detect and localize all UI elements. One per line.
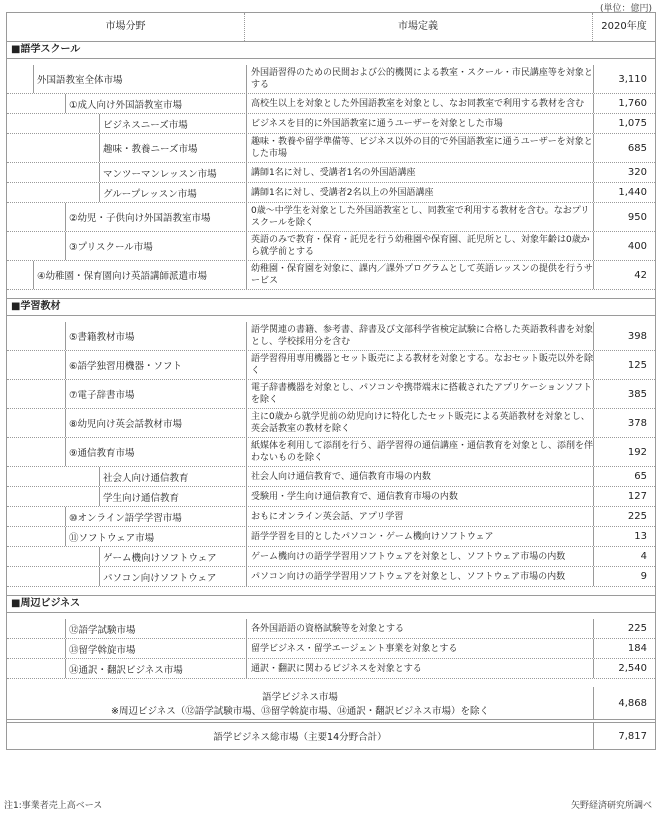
table-row <box>7 261 655 290</box>
market-value: 2,540 <box>618 663 647 674</box>
market-name: ⑤書籍教材市場 <box>69 332 135 343</box>
market-name: グループレッスン市場 <box>103 188 197 200</box>
table-row <box>7 409 655 438</box>
table-row <box>7 467 655 487</box>
market-definition: 外国語習得のための民間および公的機関による教室・スクール・市民講座等を対象とする <box>246 65 593 93</box>
market-value: 3,110 <box>618 73 647 85</box>
market-value: 378 <box>627 417 647 429</box>
market-definition: おもにオンライン英会話、アプリ学習 <box>246 507 593 526</box>
market-value: 950 <box>627 211 647 223</box>
table-row <box>7 619 655 639</box>
market-definition: 紙媒体を利用して添削を行う、語学習得の通信講座・通信教育を対象とし、添削を伴わないものを除く <box>246 438 593 466</box>
market-value: 685 <box>627 142 647 154</box>
table-row <box>7 114 655 134</box>
market-name: ⑦電子辞書市場 <box>69 390 135 401</box>
table-row <box>7 567 655 587</box>
header-market-field: 市場分野 <box>7 13 245 41</box>
unit-note: (単位：億円) <box>599 4 652 14</box>
market-value: 4 <box>640 551 647 562</box>
market-name: ①成人向け外国語教室市場 <box>69 99 183 111</box>
market-value: 42 <box>634 269 647 281</box>
footer-source: 矢野経済研究所調べ <box>570 801 652 811</box>
market-value: 9 <box>640 571 647 582</box>
market-value: 385 <box>627 388 647 400</box>
table-row <box>7 232 655 261</box>
market-name: ⑬留学斡旋市場 <box>69 644 136 656</box>
market-name: ⑫語学試験市場 <box>69 624 136 636</box>
market-value: 398 <box>627 330 647 342</box>
table-row <box>7 351 655 380</box>
table-row <box>7 438 655 467</box>
market-table <box>6 12 656 750</box>
market-name: ⑥語学独習用機器・ソフト <box>69 361 183 372</box>
subtotal-row <box>7 687 655 720</box>
market-name: ②幼児・子供向け外国語教室市場 <box>69 213 211 224</box>
market-definition: 講師1名に対し、受講者1名の外国語講座 <box>246 163 593 182</box>
table-row <box>7 639 655 659</box>
market-name: ⑭通訳・翻訳ビジネス市場 <box>69 664 183 676</box>
table-row <box>7 322 655 351</box>
table-row <box>7 380 655 409</box>
table-row <box>7 487 655 507</box>
market-name: 外国語教室全体市場 <box>37 75 123 86</box>
table-row <box>7 65 655 94</box>
header-market-definition: 市場定義 <box>244 13 593 41</box>
market-name: 趣味・教養ニーズ市場 <box>103 144 198 155</box>
market-definition: 語学関連の書籍、参考書、辞書及び文部科学省検定試験に合格した英語教科書を対象とし、学校採用分を含む <box>246 322 593 350</box>
header-fiscal-year: 2020年度 <box>601 21 647 32</box>
table-row <box>7 507 655 527</box>
market-value: 13 <box>634 531 647 542</box>
subtotal-value: 4,868 <box>618 697 647 709</box>
table-row <box>7 134 655 163</box>
market-definition: ゲーム機向けの語学学習用ソフトウェアを対象とし、ソフトウェア市場の内数 <box>246 547 593 566</box>
market-definition: 各外国語語の資格試験等を対象とする <box>246 619 593 638</box>
table-row <box>7 163 655 183</box>
section-heading: ■学習教材 <box>7 298 655 316</box>
grand-total-value: 7,817 <box>618 730 647 742</box>
grand-total-label: 語学ビジネス総市場（主要14分野合計） <box>213 732 387 743</box>
market-name: 社会人向け通信教育 <box>103 472 189 484</box>
market-value: 1,760 <box>618 98 647 109</box>
section-heading: ■語学スクール <box>7 42 655 59</box>
market-value: 1,075 <box>618 118 647 129</box>
market-name: マンツーマンレッスン市場 <box>103 168 217 180</box>
market-definition: 幼稚園・保育園を対象に、課内／課外プログラムとして英語レッスンの提供を行うサービス <box>246 261 593 289</box>
market-name: ⑩オンライン語学学習市場 <box>69 512 182 524</box>
table-body <box>7 42 655 687</box>
table-row <box>7 527 655 547</box>
market-value: 65 <box>634 471 647 482</box>
market-definition: 留学ビジネス・留学エージェント事業を対象とする <box>246 639 593 658</box>
market-definition: 語学学習を目的としたパソコン・ゲーム機向けソフトウェア <box>246 527 593 546</box>
table-row <box>7 547 655 567</box>
market-value: 127 <box>627 491 647 502</box>
market-name: ビジネスニーズ市場 <box>103 119 188 131</box>
market-value: 225 <box>627 511 647 522</box>
market-name: ⑧幼児向け英会話教材市場 <box>69 419 183 430</box>
table-row <box>7 94 655 114</box>
market-name: ⑪ソフトウェア市場 <box>69 532 155 544</box>
market-definition: 趣味・教養や留学準備等、ビジネス以外の目的で外国語教室に通うユーザーを対象とした市場 <box>246 134 593 162</box>
section-heading: ■周辺ビジネス <box>7 595 655 613</box>
market-definition: 高校生以上を対象とした外国語教室を対象とし、なお同教室で利用する教材を含む <box>246 94 593 113</box>
market-definition: 受験用・学生向け通信教育で、通信教育市場の内数 <box>246 487 593 506</box>
market-definition: パソコン向けの語学学習用ソフトウェアを対象とし、ソフトウェア市場の内数 <box>246 567 593 586</box>
market-name: ⑨通信教育市場 <box>69 448 135 459</box>
market-name: ③プリスクール市場 <box>69 242 153 253</box>
market-definition: ビジネスを目的に外国語教室に通うユーザーを対象とした市場 <box>246 114 593 133</box>
table-row <box>7 659 655 679</box>
market-definition: 語学習得用専用機器とセット販売による教材を対象とする。なおセット販売以外を除く <box>246 351 593 379</box>
table-row <box>7 183 655 203</box>
footer-note: 注1:事業者売上高ベース <box>4 801 103 811</box>
table-header <box>7 13 655 42</box>
market-definition: 主に0歳から就学児前の幼児向けに特化したセット販売による英語教材を対象とし、英会話教室の教材を除く <box>246 409 593 437</box>
market-value: 320 <box>627 167 647 178</box>
grand-total-row <box>7 722 655 749</box>
table-row <box>7 203 655 232</box>
market-value: 192 <box>627 446 647 458</box>
market-value: 400 <box>627 240 647 252</box>
market-definition: 英語のみで教育・保育・託児を行う幼稚園や保育園、託児所とし、対象年齢は0歳から就学前とする <box>246 232 593 260</box>
market-value: 184 <box>627 643 647 654</box>
market-definition: 電子辞書機器を対象とし、パソコンや携帯端末に搭載されたアプリケーションソフトを除く <box>246 380 593 408</box>
subtotal-note: ※周辺ビジネス（⑫語学試験市場、⑬留学斡旋市場、⑭通訳・翻訳ビジネス市場）を除く <box>111 706 489 717</box>
market-definition: 講師1名に対し、受講者2名以上の外国語講座 <box>246 183 593 202</box>
subtotal-label: 語学ビジネス市場 <box>262 692 338 703</box>
market-name: パソコン向けソフトウェア <box>103 572 217 584</box>
market-value: 125 <box>627 359 647 371</box>
market-definition: 0歳～中学生を対象とした外国語教室とし、同教室で利用する教材を含む。なおプリスクールを除く <box>246 203 593 231</box>
market-definition: 通訳・翻訳に関わるビジネスを対象とする <box>246 659 593 678</box>
market-value: 225 <box>627 623 647 634</box>
market-definition: 社会人向け通信教育で、通信教育市場の内数 <box>246 467 593 486</box>
market-name: ゲーム機向けソフトウェア <box>103 552 217 564</box>
market-value: 1,440 <box>618 187 647 198</box>
market-name: ④幼稚園・保育園向け英語講師派遣市場 <box>37 271 208 282</box>
market-name: 学生向け通信教育 <box>103 492 180 504</box>
